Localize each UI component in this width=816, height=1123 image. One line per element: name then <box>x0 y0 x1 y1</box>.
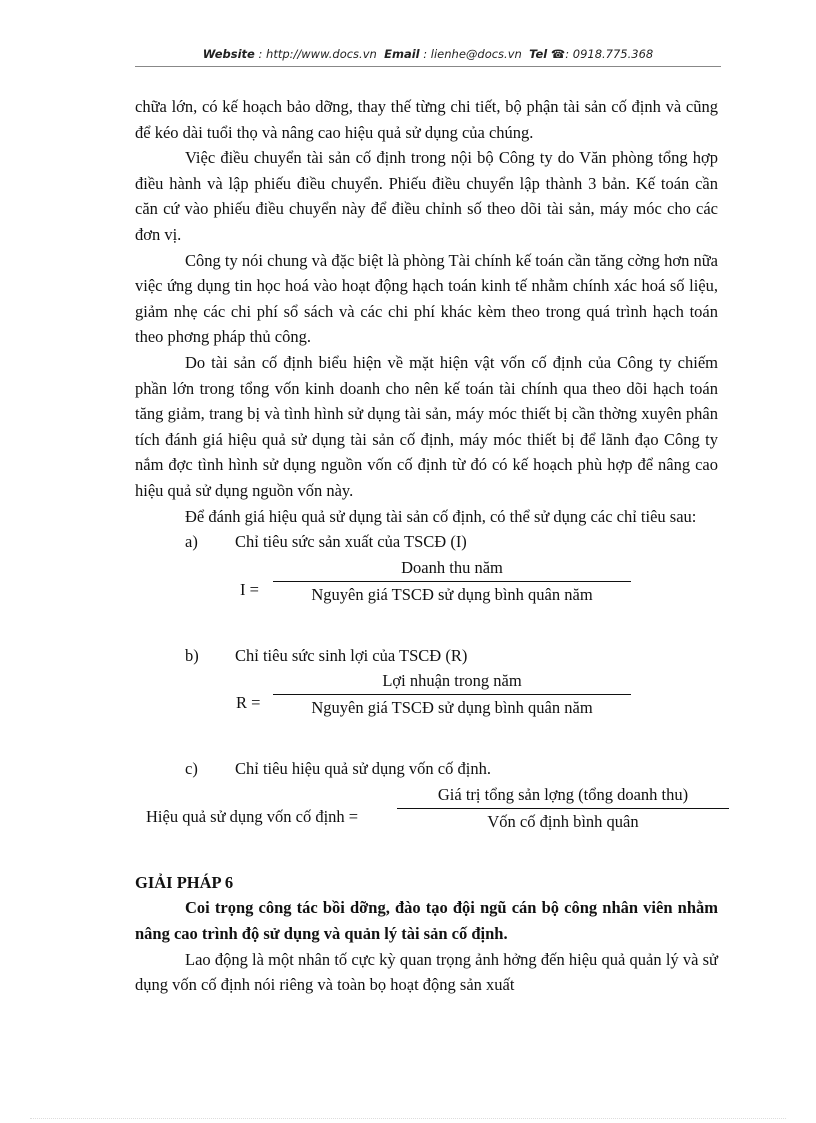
formula-c-lhs: Hiệu quả sử dụng vốn cố định = <box>146 806 359 826</box>
formula-c-fraction <box>397 782 729 834</box>
page-header <box>135 47 721 61</box>
formula-b-fraction <box>273 668 631 720</box>
item-a <box>135 529 718 555</box>
item-c-label: c) <box>185 759 198 779</box>
item-b <box>135 643 718 669</box>
email-label: Email <box>384 47 420 61</box>
paragraph-1: chữa lớn, có kế hoạch bảo dỡng, thay thế từng chi tiết, bộ phận tài sản cố định và cũng để kéo dài tuổi thọ và nâng cao hiệu quả sử dụng của chúng. <box>135 97 718 142</box>
website-value: : http://www.docs.vn <box>258 47 377 61</box>
section-heading: GIẢI PHÁP 6 <box>135 872 234 892</box>
formula-c <box>135 782 718 844</box>
document-body <box>135 94 718 998</box>
website-label: Website <box>202 47 255 61</box>
paragraph-2: Việc điều chuyển tài sản cố định trong nội bộ Công ty do Văn phòng tổng hợp điều hành và lập phiếu điều chuyển. Phiếu điều chuyển lập thành 3 bản. Kế toán cần căn cứ vào phiếu điều chuyển này để điều chỉnh số theo dõi tài sản, máy móc cho các đơn vị. <box>135 148 718 244</box>
paragraph-4: Do tài sản cố định biểu hiện về mặt hiện vật vốn cố định của Công ty chiếm phần lớn trong tổng vốn kinh doanh cho nên kế toán tài chính qua theo dõi hạch toán tăng giảm, trang bị và tình hình sử dụng tài sản, máy móc thiết bị cần thờng xuyên phân tích đánh giá hiệu quả sử dụng tài sản cố định, máy móc thiết bị để lãnh đạo Công ty nắm đợc tình hình sử dụng nguồn vốn cố định từ đó có kế hoạch phù hợp để nâng cao hiệu quả sử dụng nguồn vốn này. <box>135 352 718 500</box>
tel-value: : 0918.775.368 <box>565 47 654 61</box>
paragraph-6: Lao động là một nhân tố cực kỳ quan trọng ảnh hởng đến hiệu quả quản lý và sử dụng vốn cố định nói riêng và toàn bọ hoạt động sản xuất <box>135 949 718 995</box>
formula-a-numerator: Doanh thu năm <box>273 555 631 582</box>
formula-c-denominator: Vốn cố định bình quân <box>487 811 639 831</box>
phone-icon: ☎ <box>550 47 566 61</box>
item-c-text: Chỉ tiêu hiệu quả sử dụng vốn cố định. <box>235 759 491 779</box>
section-subtitle: Coi trọng công tác bồi dỡng, đào tạo đội ngũ cán bộ công nhân viên nhằm nâng cao trình độ sử dụng và quản lý tài sản cố định. <box>135 898 718 944</box>
item-b-label: b) <box>185 645 199 665</box>
formula-a-lhs: I = <box>240 579 259 599</box>
formula-b-lhs: R = <box>236 693 261 713</box>
tel-label: Tel <box>529 47 548 61</box>
email-value: : lienhe@docs.vn <box>423 47 522 61</box>
formula-a-fraction <box>273 555 631 607</box>
footer-divider <box>30 1118 786 1119</box>
item-a-label: a) <box>185 532 198 552</box>
item-a-text: Chỉ tiêu sức sản xuất của TSCĐ (I) <box>235 532 467 552</box>
item-b-text: Chỉ tiêu sức sinh lợi của TSCĐ (R) <box>235 645 468 665</box>
formula-c-numerator: Giá trị tổng sản lợng (tổng doanh thu) <box>397 782 729 809</box>
formula-b <box>135 668 718 730</box>
formula-b-numerator: Lợi nhuận trong năm <box>273 668 631 695</box>
formula-a-denominator: Nguyên giá TSCĐ sử dụng bình quân năm <box>311 584 593 604</box>
paragraph-3: Công ty nói chung và đặc biệt là phòng Tài chính kế toán cần tăng cờng hơn nữa việc ứng dụng tin học hoá vào hoạt động hạch toán kinh tế nhằm chính xác hoá số liệu, giảm nhẹ các chi phí sổ sách và các chi phí khác kèm theo trong quá trình hạch toán theo phơng pháp thủ công. <box>135 250 718 347</box>
item-c <box>135 756 718 782</box>
formula-b-denominator: Nguyên giá TSCĐ sử dụng bình quân năm <box>311 698 593 718</box>
paragraph-5: Để đánh giá hiệu quả sử dụng tài sản cố định, có thể sử dụng các chỉ tiêu sau: <box>185 506 697 526</box>
header-divider <box>135 66 721 67</box>
formula-a <box>135 555 718 617</box>
